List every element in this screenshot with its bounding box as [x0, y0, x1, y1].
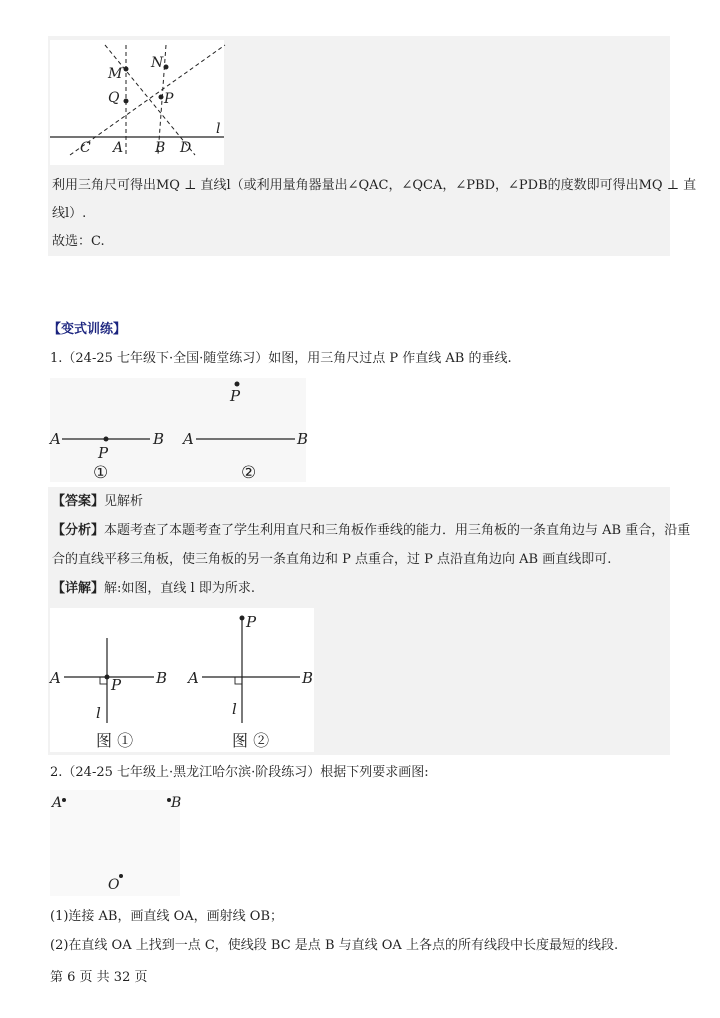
- answer-label: 【答案】: [52, 494, 105, 509]
- q2-label-o: O: [108, 877, 120, 893]
- q1-label-p2: P: [230, 387, 241, 405]
- q1-label-b2: B: [297, 430, 309, 448]
- ans-label-a2: A: [188, 669, 199, 687]
- q2-label-a: A: [52, 795, 63, 811]
- label-p: P: [164, 91, 174, 107]
- ans-label-b2: B: [302, 669, 314, 687]
- solution-line-1: 利用三角尺可得出MQ ⊥ 直线l（或利用量角器量出∠QAC，∠QCA，∠PBD，∠PDB的度数即可得出MQ ⊥ 直: [52, 178, 697, 193]
- label-l: l: [216, 121, 221, 137]
- analysis-line-2: 合的直线平移三角板，使三角板的另一条直角边和 P 点重合，过 P 点沿直角边向 AB 画直线即可.: [52, 552, 612, 567]
- ans-caption-1: 图 ①: [96, 731, 134, 750]
- ans-label-l1: l: [96, 704, 101, 722]
- detail-label: 【详解】: [52, 581, 105, 596]
- label-b: B: [155, 140, 166, 156]
- question-2-figure: [50, 790, 180, 896]
- ans-label-p1: P: [111, 676, 122, 694]
- analysis-line-1: [52, 521, 690, 541]
- ans-label-l2: l: [232, 700, 237, 718]
- solution-line-3: 故选：C.: [52, 234, 105, 249]
- label-c: C: [80, 140, 91, 156]
- q1-label-a2: A: [183, 430, 194, 448]
- detail-line: [52, 579, 255, 599]
- ans-label-b1: B: [156, 669, 168, 687]
- label-q: Q: [108, 90, 120, 106]
- q1-label-a1: A: [50, 430, 61, 448]
- label-a: A: [113, 140, 124, 156]
- analysis-label: 【分析】: [52, 523, 105, 538]
- page-footer: 第 6 页 共 32 页: [50, 970, 148, 985]
- question-1-prompt: 1.（24-25 七年级下·全国·随堂练习）如图，用三角尺过点 P 作直线 AB 的垂线.: [50, 351, 512, 366]
- ans-label-p2: P: [246, 613, 257, 631]
- question-2-prompt: 2.（24-25 七年级上·黑龙江哈尔滨·阶段练习）根据下列要求画图:: [50, 765, 429, 780]
- answer-figure: [50, 608, 314, 752]
- q1-label-b1: B: [153, 430, 165, 448]
- analysis-text-1: 本题考查了本题考查了学生利用直尺和三角板作垂线的能力．用三角板的一条直角边与 AB 重合，沿重: [104, 523, 691, 538]
- ans-caption-2: 图 ②: [232, 731, 270, 750]
- answer-line: [52, 492, 143, 512]
- label-d: D: [180, 140, 192, 156]
- figure-mq-perpendicular: [50, 40, 224, 165]
- q1-caption-2: ②: [241, 463, 257, 483]
- detail-text: 解:如图，直线 l 即为所求.: [104, 581, 255, 596]
- label-n: N: [151, 55, 164, 71]
- q2-label-b: B: [171, 795, 182, 811]
- solution-line-2: 线l）.: [52, 206, 87, 221]
- question-1-figure: [50, 378, 309, 483]
- label-m: M: [108, 66, 123, 82]
- question-2-item-2: (2)在直线 OA 上找到一点 C，使线段 BC 是点 B 与直线 OA 上各点的所有线段中长度最短的线段.: [50, 938, 619, 953]
- ans-label-a1: A: [50, 669, 61, 687]
- section-title: 【变式训练】: [48, 322, 127, 337]
- answer-text: 见解析: [104, 494, 144, 509]
- question-2-item-1: (1)连接 AB，画直线 OA，画射线 OB；: [50, 909, 284, 924]
- q1-label-p1: P: [98, 444, 109, 462]
- q1-caption-1: ①: [93, 463, 109, 483]
